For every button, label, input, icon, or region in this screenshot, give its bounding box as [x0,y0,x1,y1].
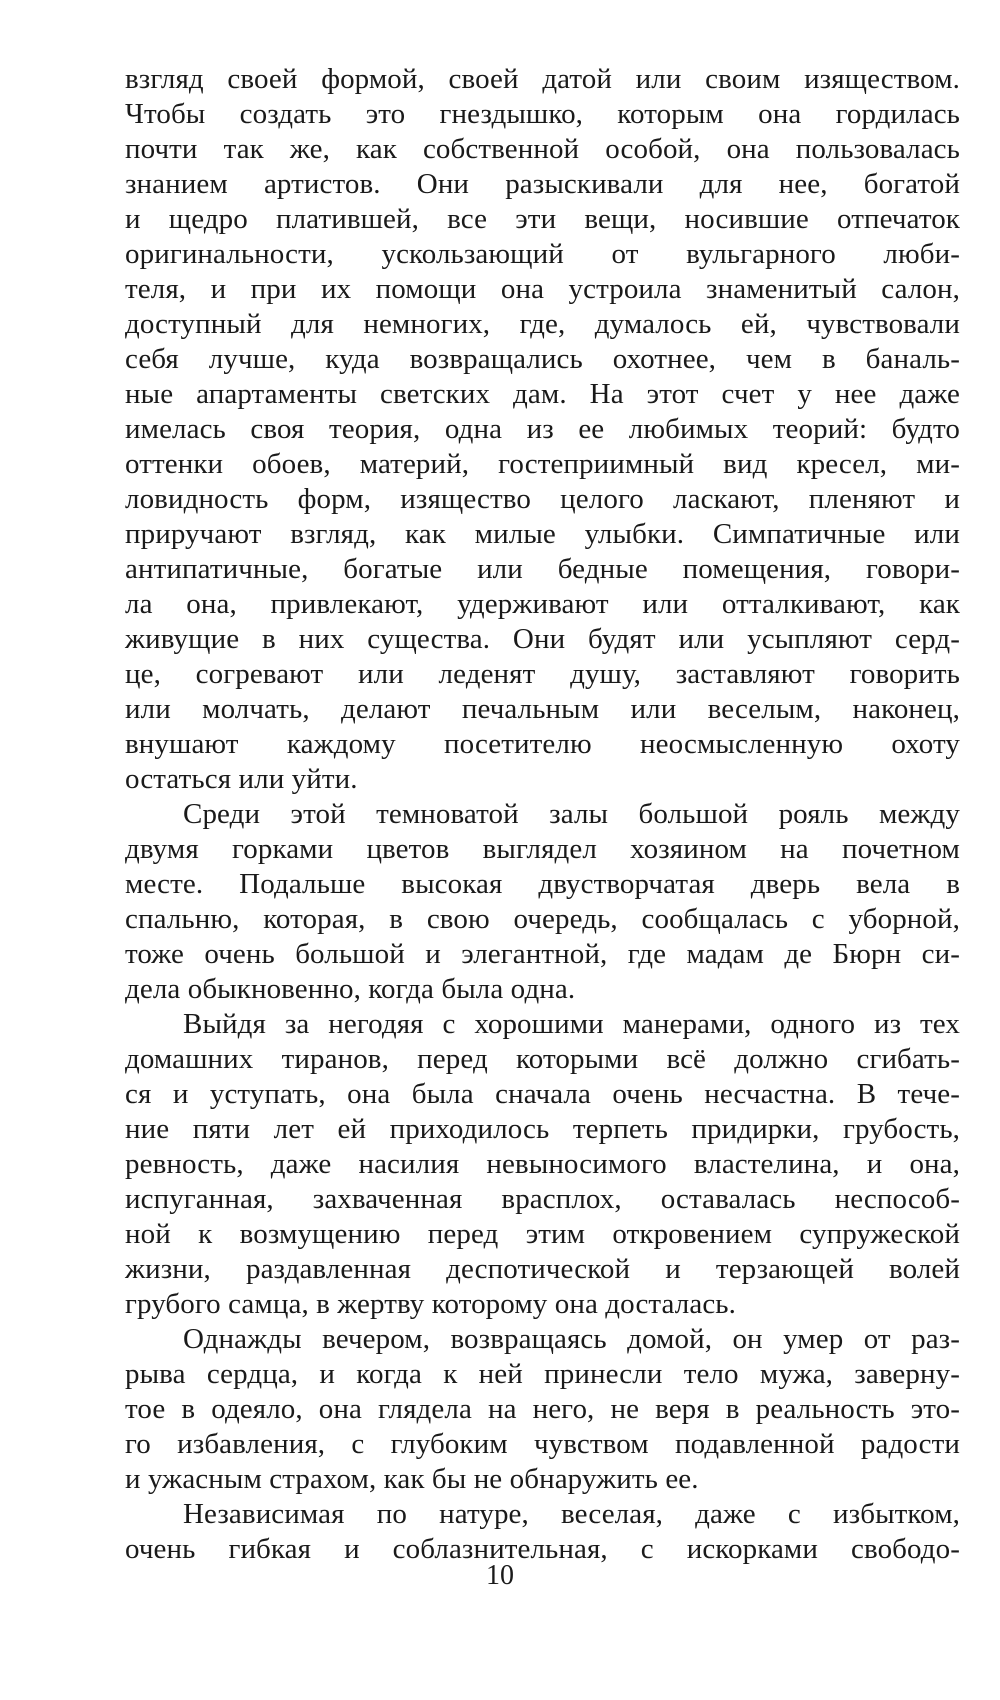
text-line: ной к возмущению перед этим откровением супружеской [125,1218,960,1250]
text-line: взгляд своей формой, своей датой или своим изяществом. [125,63,960,95]
text-line: це, согревают или леденят душу, заставляют говорить [125,658,960,690]
text-line: знанием артистов. Они разыскивали для нее, богатой [125,168,960,200]
text-line: грубого самца, в жертву которому она досталась. [125,1288,736,1320]
text-line: го избавления, с глубоким чувством подавленной радости [125,1428,960,1460]
text-line: ловидность форм, изящество целого ласкают, пленяют и [125,483,960,515]
text-line: ние пяти лет ей приходилось терпеть придирки, грубость, [125,1113,960,1145]
text-line: ла она, привлекают, удерживают или отталкивают, как [125,588,960,620]
text-line: доступный для немногих, где, думалось ей, чувствовали [125,308,960,340]
text-line: оттенки обоев, материй, гостеприимный вид кресел, ми- [125,448,960,480]
text-line: себя лучше, куда возвращались охотнее, чем в баналь- [125,343,960,375]
text-line: теля, и при их помощи она устроила знаменитый салон, [125,273,960,305]
text-line: Выйдя за негодяя с хорошими манерами, одного из тех [183,1008,960,1040]
text-line: ся и уступать, она была сначала очень несчастна. В тече- [125,1078,960,1110]
text-line: и ужасным страхом, как бы не обнаружить ее. [125,1463,699,1495]
text-line: ревность, даже насилия невыносимого властелина, и она, [125,1148,960,1180]
text-line: внушают каждому посетителю неосмысленную охоту [125,728,960,760]
text-line: почти так же, как собственной особой, она пользовалась [125,133,960,165]
text-line: двумя горками цветов выглядел хозяином на почетном [125,833,960,865]
text-line: спальню, которая, в свою очередь, сообщалась с уборной, [125,903,960,935]
text-line: тоже очень большой и элегантной, где мадам де Бюрн си- [125,938,960,970]
text-line: остаться или уйти. [125,763,358,795]
text-line: дела обыкновенно, когда была одна. [125,973,576,1005]
text-line: испуганная, захваченная врасплох, оставалась неспособ- [125,1183,960,1215]
text-line: оригинальности, ускользающий от вульгарного люби- [125,238,960,270]
page-number: 10 [486,1560,514,1591]
text-line: домашних тиранов, перед которыми всё должно сгибать- [125,1043,960,1075]
text-line: имелась своя теория, одна из ее любимых теорий: будто [125,413,960,445]
text-line: рыва сердца, и когда к ней принесли тело мужа, заверну- [125,1358,960,1390]
text-line: месте. Подальше высокая двустворчатая дверь вела в [125,868,960,900]
text-line: антипатичные, богатые или бедные помещения, говори- [125,553,960,585]
text-line: жизни, раздавленная деспотической и терзающей волей [125,1253,960,1285]
text-line: Независимая по натуре, веселая, даже с избытком, [183,1498,960,1530]
text-line: и щедро платившей, все эти вещи, носившие отпечаток [125,203,960,235]
text-line: очень гибкая и соблазнительная, с искорками свободо- [125,1533,960,1565]
text-line: или молчать, делают печальным или веселым, наконец, [125,693,960,725]
text-line: живущие в них существа. Они будят или усыпляют серд- [125,623,960,655]
text-line: ные апартаменты светских дам. На этот счет у нее даже [125,378,960,410]
body-text [125,62,960,1567]
text-line: Чтобы создать это гнездышко, которым она гордилась [125,98,960,130]
text-line: Среди этой темноватой залы большой рояль между [183,798,960,830]
text-line: тое в одеяло, она глядела на него, не веря в реальность это- [125,1393,960,1425]
text-line: Однажды вечером, возвращаясь домой, он умер от раз- [183,1323,960,1355]
text-line: приручают взгляд, как милые улыбки. Симпатичные или [125,518,960,550]
